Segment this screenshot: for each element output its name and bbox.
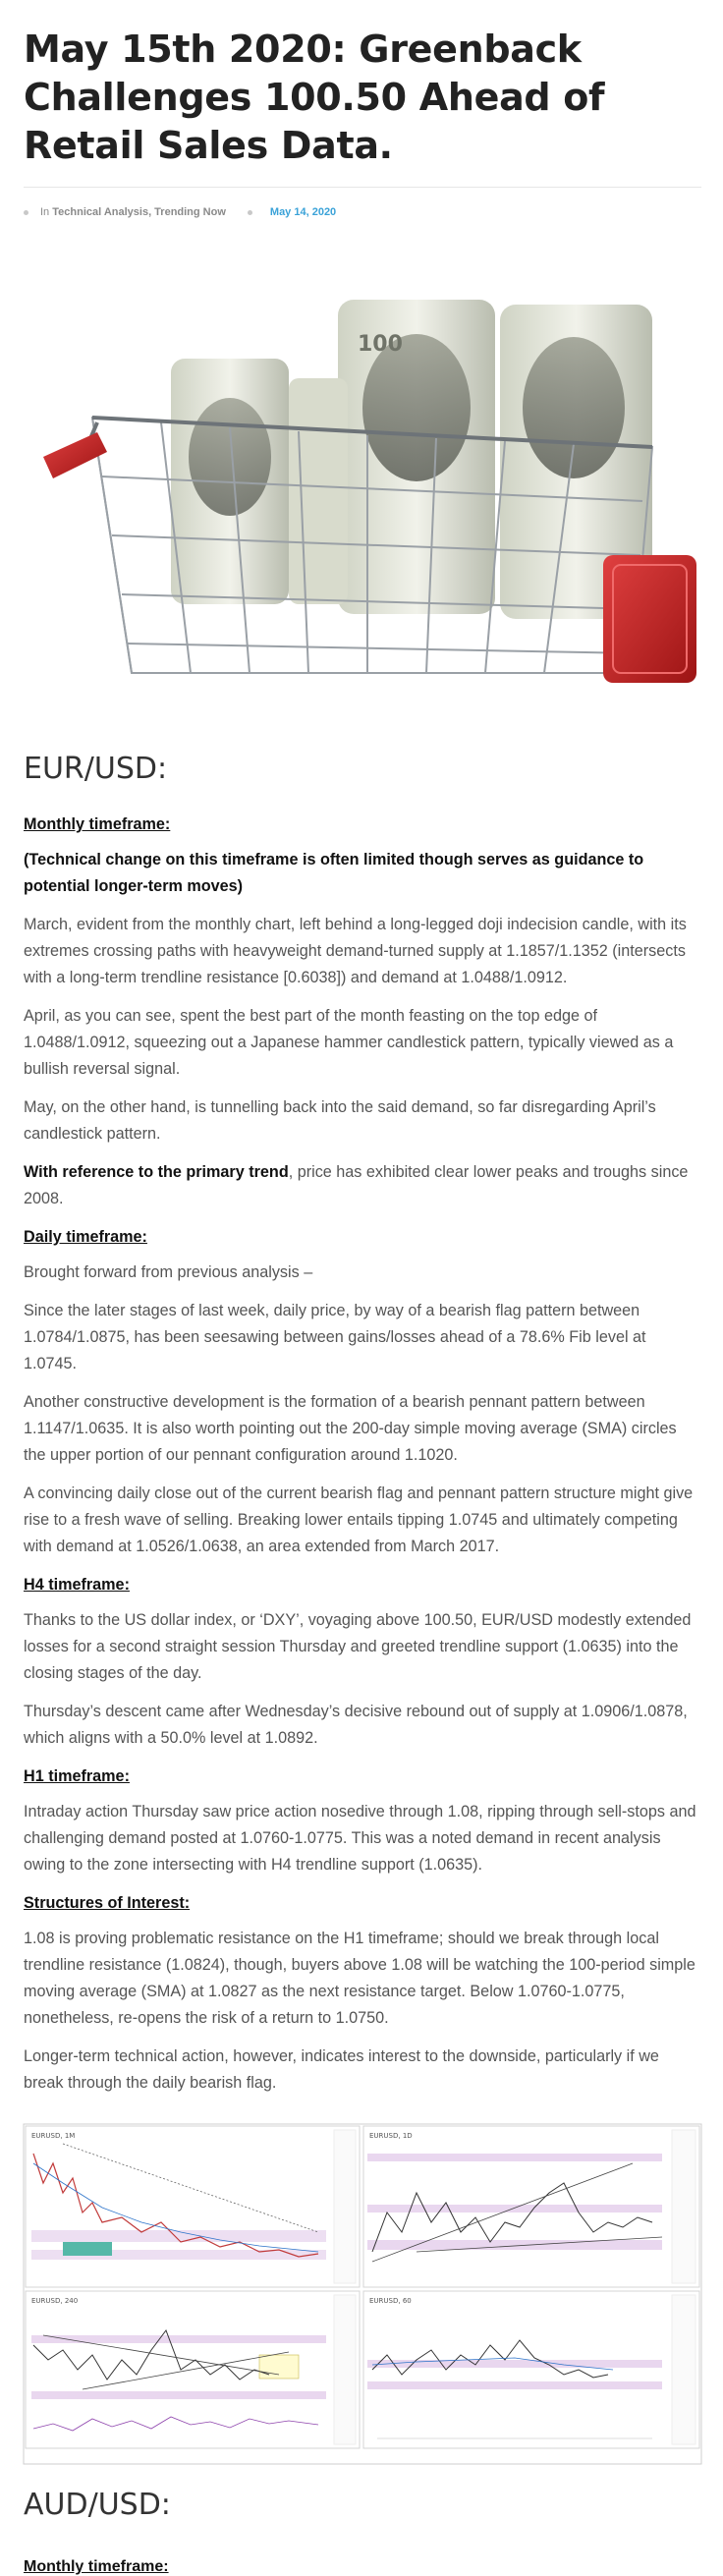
structures-paragraph: Longer-term technical action, however, indicates interest to the downside, particularly if we break through the daily bearish flag. [24,2047,659,2092]
article-title: May 15th 2020: Greenback Challenges 100.50 Ahead of Retail Sales Data. [24,28,605,167]
primary-trend-label: With reference to the primary trend [24,1163,289,1181]
eurusd-four-timeframe-charts-image [24,2124,701,2464]
daily-heading: Daily timeframe: [24,1228,147,1246]
meta-prefix: In [40,206,50,218]
h4-paragraph: Thanks to the US dollar index, or ‘DXY’, voyaging above 100.50, EUR/USD modestly extended losses for a second straight session Thursday and greeted trendline support (1.0635) into the closing stages of the day. [24,1611,692,1682]
svg-text:100: 100 [358,332,403,357]
eurusd-analysis [24,812,701,2108]
audusd-monthly-heading: Monthly timeframe: [24,2558,169,2575]
publish-date: May 14, 2020 [269,206,337,218]
daily-paragraph: Since the later stages of last week, daily price, by way of a bearish flag pattern between 1.0784/1.0875, has been seesawing between gains/losses ahead of a 78.6% Fib level at 1.0745. [24,1302,646,1372]
section-heading-audusd: AUD/USD: [24,2488,171,2522]
h4-paragraph: Thursday’s descent came after Wednesday’s decisive rebound out of supply at 1.0906/1.0878, which aligns with a 50.0% level at 1.0892. [24,1703,688,1747]
chart-label-daily: EURUSD, 1D [369,2132,413,2140]
primary-trend-paragraph [24,1159,701,1212]
h1-paragraph: Intraday action Thursday saw price action nosedive through 1.08, ripping through sell-stops and challenging demand posted at 1.0760-1.0775. This was a noted demand in recent analysis owing to the zone intersecting with H4 trendline support (1.0635). [24,1803,696,1874]
category-links[interactable]: Technical Analysis, Trending Now [52,206,226,218]
title-divider [24,187,701,188]
category-line [40,206,226,218]
monthly-note: (Technical change on this timeframe is often limited though serves as guidance to potential longer-term moves) [24,851,644,895]
chart-label-monthly: EURUSD, 1M [31,2132,76,2140]
structures-paragraph: 1.08 is proving problematic resistance on the H1 timeframe; should we break through local trendline resistance (1.0824), though, buyers above 1.08 will be watching the 100-period simple moving average (SMA) at 1.0827 as the next resistance target. Below 1.0760-1.0775, nonetheless, re-opens the risk of a return to 1.0750. [24,1930,695,2027]
daily-paragraph: Brought forward from previous analysis – [24,1263,313,1281]
monthly-paragraph: March, evident from the monthly chart, left behind a long-legged doji indecision candle, with its extremes crossing paths with heavyweight demand-turned supply at 1.1857/1.1352 (intersects with a long-term trendline resistance [0.6038]) and demand at 1.0488/1.0912. [24,916,687,986]
primary-trend-text: , price has exhibited clear lower peaks and troughs since 2008. [24,1163,689,1207]
bullet-icon [24,210,28,215]
chart-label-h1: EURUSD, 60 [369,2297,412,2305]
daily-paragraph: Another constructive development is the formation of a bearish pennant pattern between 1.1147/1.0635. It is also worth pointing out the 200-day simple moving average (SMA) circles the upper portion of our pennant configuration around 1.1020. [24,1393,677,1464]
chart-label-h4: EURUSD, 240 [31,2297,79,2305]
monthly-paragraph: April, as you can see, spent the best part of the month feasting on the top edge of 1.0488/1.0912, squeezing out a Japanese hammer candlestick pattern, typically viewed as a bullish reversal signal. [24,1007,674,1078]
h1-heading: H1 timeframe: [24,1767,130,1785]
shopping-cart-with-dollars-image [24,260,701,700]
monthly-heading: Monthly timeframe: [24,815,171,833]
section-heading-eurusd: EUR/USD: [24,752,168,786]
daily-paragraph: A convincing daily close out of the current bearish flag and pennant pattern structure might give rise to a fresh wave of selling. Breaking lower entails tipping 1.0745 and ultimately competing with demand at 1.0526/1.0638, an area extended from March 2017. [24,1484,694,1555]
article-meta [24,204,336,220]
structures-heading: Structures of Interest: [24,1894,191,1912]
monthly-paragraph: May, on the other hand, is tunnelling back into the said demand, so far disregarding April’s candlestick pattern. [24,1098,656,1143]
bullet-icon [248,210,252,215]
h4-heading: H4 timeframe: [24,1576,130,1594]
